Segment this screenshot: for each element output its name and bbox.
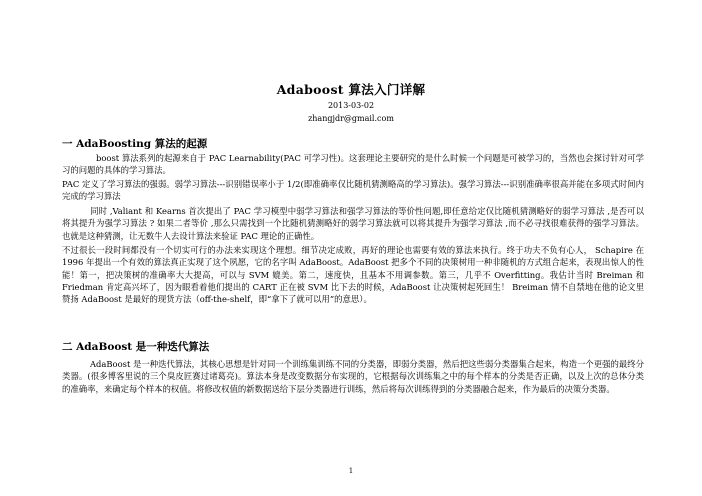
paragraph-text: PAC 定义了学习算法的强弱。弱学习算法---识别错误率小于 1/2(即准确率仅比随机猜测略高的学习算法)。强学习算法---识别准确率很高并能在多项式时间内完成的学习算法 xyxy=(62,179,644,202)
section-heading-origin: 一 AdaBoosting 算法的起源 xyxy=(62,138,208,150)
paragraph xyxy=(62,178,644,203)
paragraph-text: boost 算法系列的起源来自于 PAC Learnability(PAC 可学习性)。这套理论主要研究的是什么时候一个问题是可被学习的，当然也会探讨针对可学习的问题的具体的学习算法。 xyxy=(62,153,644,176)
paragraph xyxy=(62,205,644,242)
paragraph-text: 同时 ,Valiant 和 Kearns 首次提出了 PAC 学习模型中弱学习算法和强学习算法的等价性问题,即任意给定仅比随机猜测略好的弱学习算法 ,是否可以将其提升为强学习算法 ? 如果二者等价 ,那么只需找到一个比随机猜测略好的弱学习算法就可以将其提升为强学习算法 ,而不必寻找很难获得的强学习算法。 也就是这种猜测，让无数牛人去设计算法来验证 PAC 理论的正确性。 xyxy=(62,206,644,241)
paragraph xyxy=(62,358,644,395)
document-title: Adaboost 算法入门详解 xyxy=(276,82,426,97)
author-email: zhangjdr@gmail.com xyxy=(308,114,394,123)
paragraph-text: AdaBoost 是一种迭代算法，其核心思想是针对同一个训练集训练不同的分类器，即弱分类器，然后把这些弱分类器集合起来，构造一个更强的最终分类器。(很多博客里说的三个臭皮匠赛过诸葛亮)。算法本身是改变数据分布实现的，它根据每次训练集之中的每个样本的分类是否正确，以及上次的总体分类的准确率，来确定每个样本的权值。将修改权值的新数据送给下层分类器进行训练，然后将每次训练得到的分类器融合起来，作为最后的决策分类器。 xyxy=(62,359,644,394)
document-date: 2013-03-02 xyxy=(327,101,375,110)
paragraph xyxy=(62,152,644,177)
section-heading-iterative: 二 AdaBoost 是一种迭代算法 xyxy=(62,341,210,353)
paragraph-text: 不过很长一段时间都没有一个切实可行的办法来实现这个理想。细节决定成败，再好的理论也需要有效的算法来执行。终于功夫不负有心人， Schapire 在 1996 年提出一个有效的算法真正实现了这个夙愿，它的名字叫 AdaBoost。AdaBoost 把多个不同的决策树用一种非随机的方式组合起来，表现出惊人的性能！第一，把决策树的准确率大大提高，可以与 SVM 媲美。第二，速度快，且基本不用调参数。第三，几乎不 Overfitting。我估计当时 Breiman 和 Friedman 肯定高兴坏了，因为眼看着他们提出的 CART 正在被 SVM 比下去的时候，AdaBoost 让决策树起死回生！ Breiman 情不自禁地在他的论文里赞扬 AdaBoost 是最好的现货方法（off-the-shelf，即“拿下了就可以用”的意思）。 xyxy=(62,245,644,305)
paragraph xyxy=(62,244,644,305)
page-number: 1 xyxy=(348,467,354,475)
